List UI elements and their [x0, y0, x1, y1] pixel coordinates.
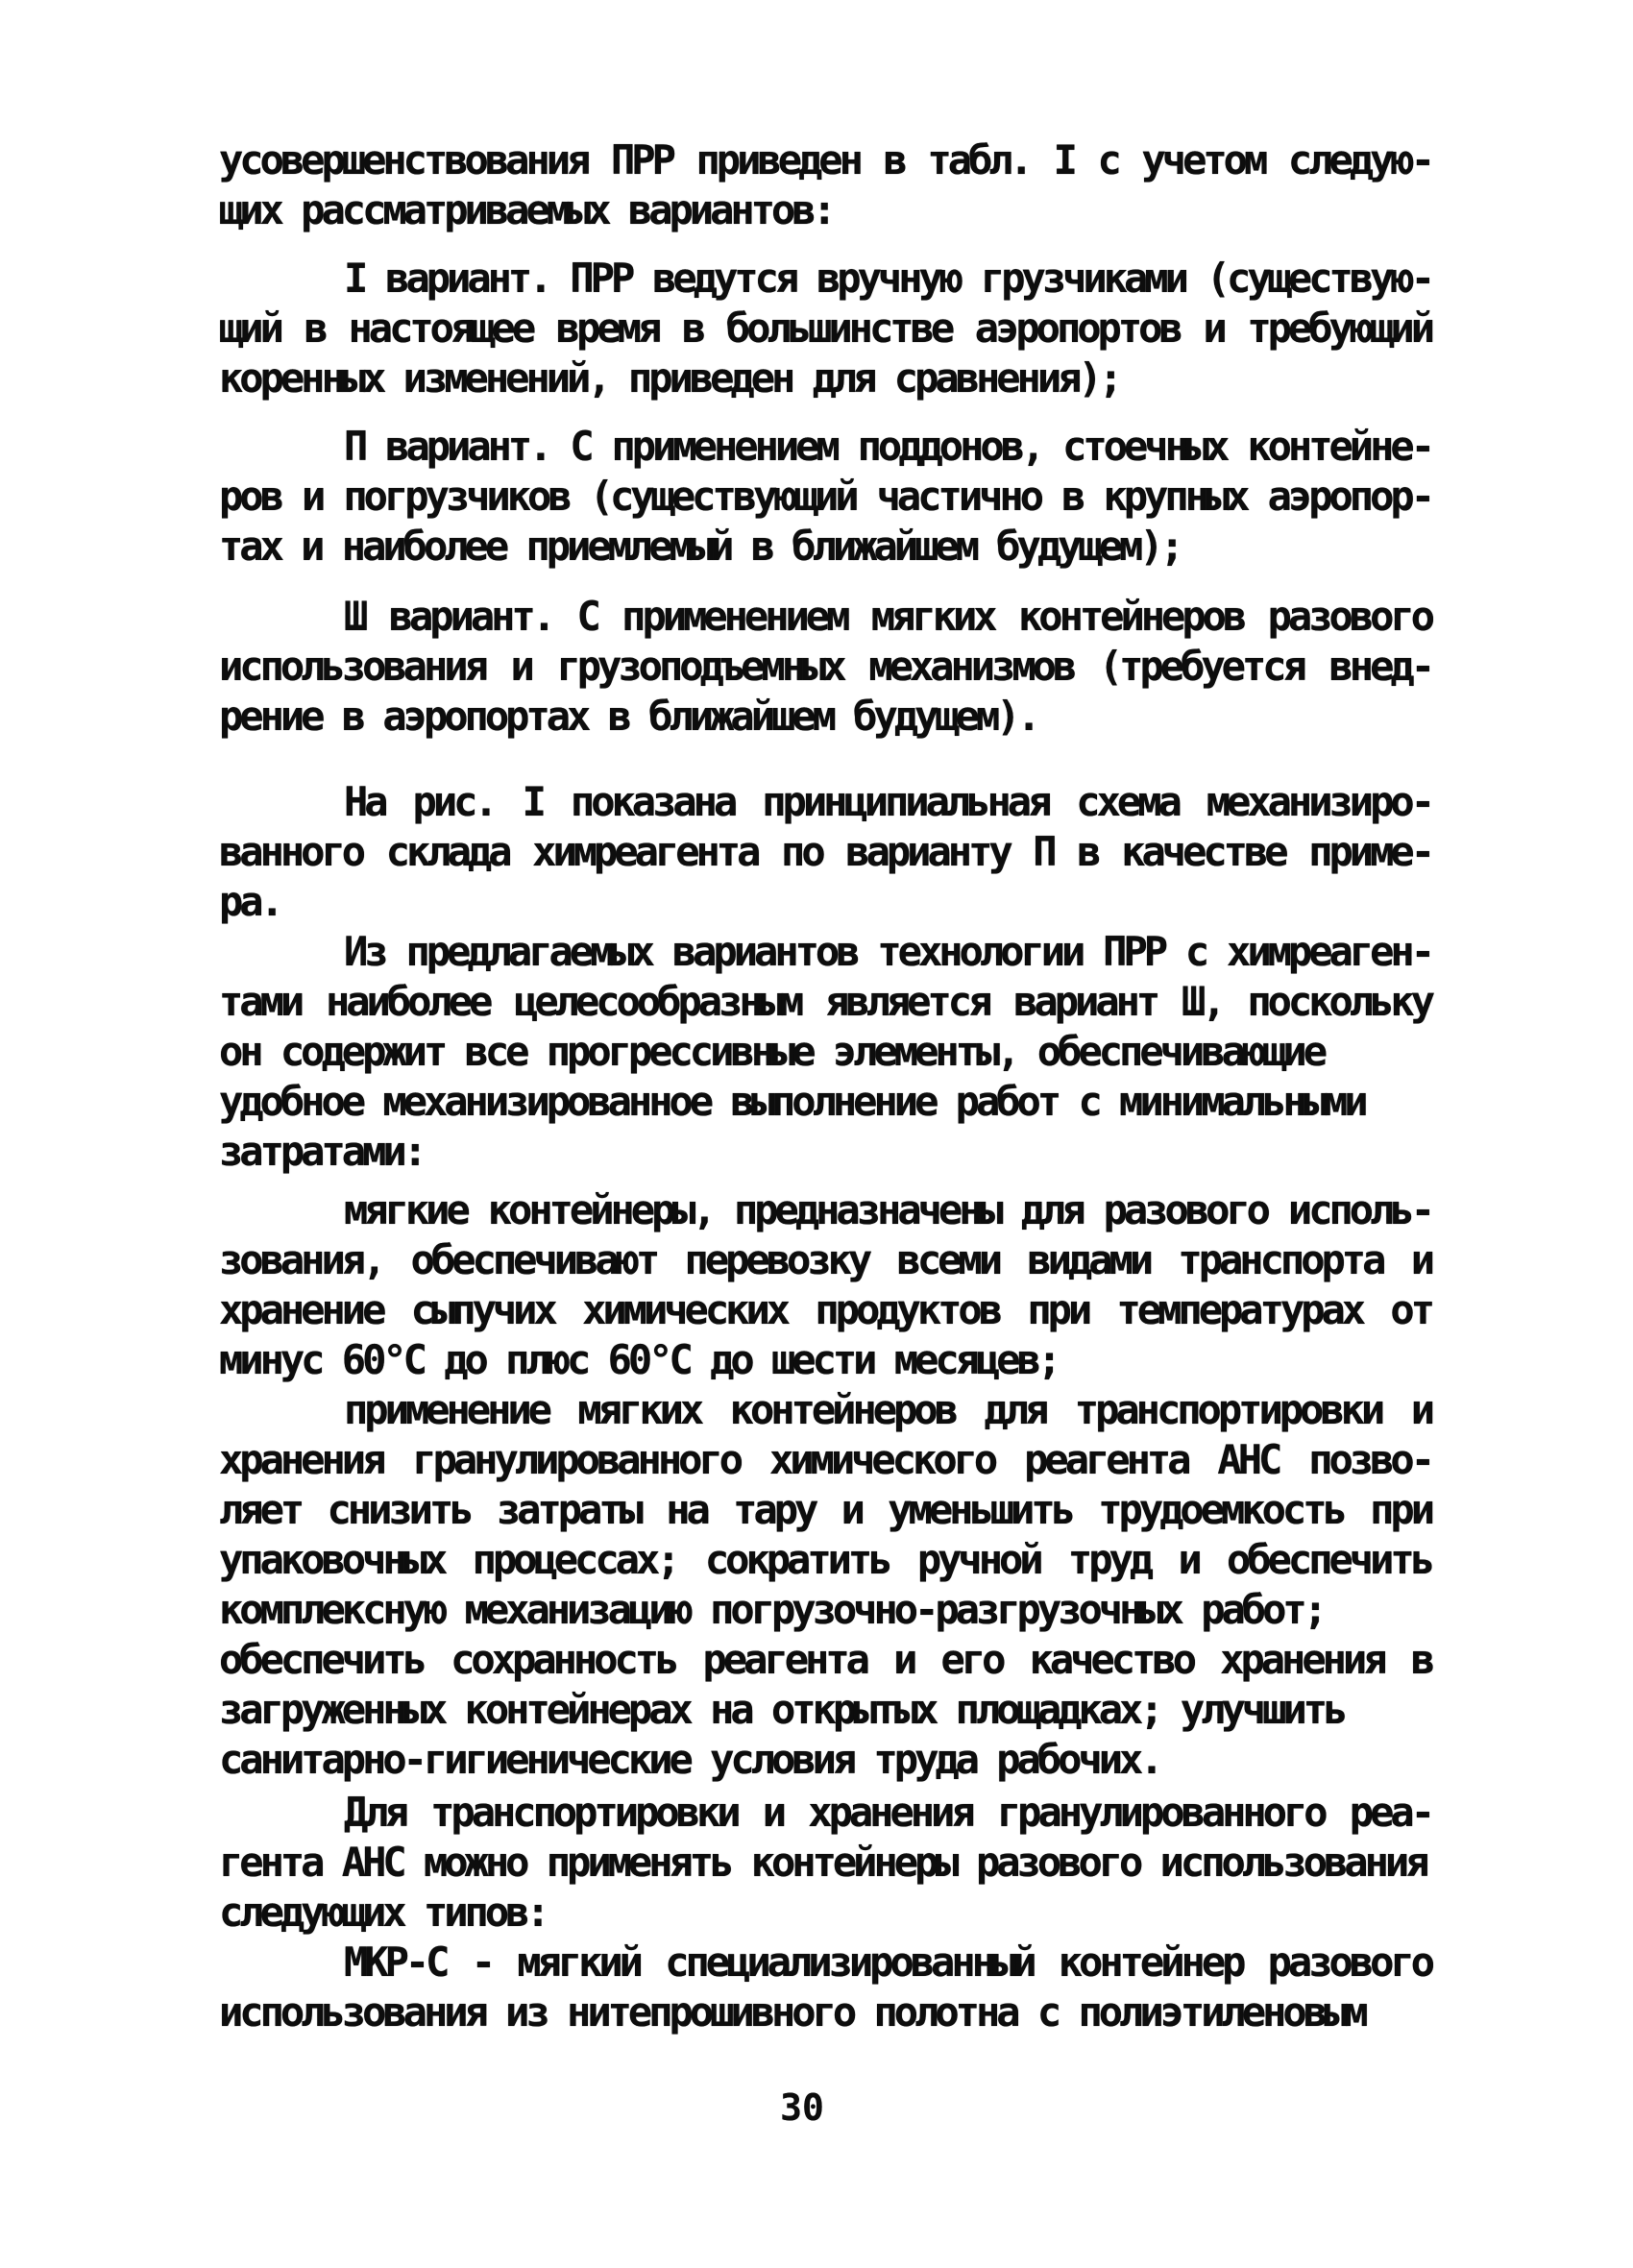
text-line: щих рассматриваемых вариантов:	[219, 186, 833, 233]
paragraph	[219, 1185, 1431, 1385]
text-line: загруженных контейнерах на открытых площадках; улучшить	[219, 1686, 1345, 1733]
text-line: упаковочных процессах; сократить ручной труд и обеспечить	[219, 1536, 1431, 1583]
text-line: МКР-С - мягкий специализированный контейнер разового	[344, 1939, 1431, 1986]
paragraph	[219, 1788, 1431, 1938]
text-line: затратами:	[219, 1128, 424, 1175]
paragraph	[219, 1385, 1431, 1785]
paragraph	[219, 254, 1431, 403]
text-line: ляет снизить затраты на тару и уменьшить трудоемкость при	[219, 1486, 1431, 1533]
text-line: он содержит все прогрессивные элементы, обеспечивающие	[219, 1028, 1324, 1075]
text-line: хранения гранулированного химического реагента АНС позво-	[219, 1436, 1431, 1483]
text-line: коренных изменений, приведен для сравнения);	[219, 354, 1120, 402]
text-line: щий в настоящее время в большинстве аэропортов и требующий	[219, 305, 1431, 352]
text-line: ра.	[219, 878, 280, 925]
text-line: Ш вариант. С применением мягких контейнеров разового	[344, 593, 1431, 640]
text-line: следующих типов:	[219, 1889, 547, 1936]
paragraph	[219, 1938, 1431, 2037]
text-line: ров и погрузчиков (существующий частично в крупных аэропор-	[219, 473, 1431, 520]
paragraph	[219, 927, 1431, 1177]
paragraph	[219, 422, 1431, 572]
page-text	[219, 135, 1431, 2037]
text-line: Из предлагаемых вариантов технологии ПРР с химреаген-	[344, 928, 1431, 975]
text-line: тах и наиболее приемлемый в ближайшем будущем);	[219, 523, 1181, 570]
text-line: I вариант. ПРР ведутся вручную грузчиками (существую-	[344, 255, 1431, 302]
text-line: комплексную механизацию погрузочно-разгрузочных работ;	[219, 1586, 1324, 1633]
text-line: П вариант. С применением поддонов, стоечных контейне-	[344, 423, 1431, 470]
text-line: усовершенствования ПРР приведен в табл. I с учетом следую-	[219, 136, 1431, 183]
text-line: минус 60°С до плюс 60°С до шести месяцев;	[219, 1336, 1059, 1383]
text-line: обеспечить сохранность реагента и его качество хранения в	[219, 1636, 1431, 1683]
text-line: ванного склада химреагента по варианту П в качестве приме-	[219, 828, 1431, 875]
text-line: зования, обеспечивают перевозку всеми видами транспорта и	[219, 1236, 1431, 1283]
paragraph	[219, 777, 1431, 927]
paragraph	[219, 135, 1431, 235]
text-line: санитарно-гигиенические условия труда рабочих.	[219, 1736, 1160, 1783]
text-line: Для транспортировки и хранения гранулированного реа-	[344, 1789, 1431, 1836]
text-line: использования и грузоподъемных механизмов (требуется внед-	[219, 643, 1431, 690]
page-number: 30	[780, 2086, 824, 2129]
text-line: тами наиболее целесообразным является вариант Ш, поскольку	[219, 978, 1431, 1025]
text-line: использования из нитепрошивного полотна с полиэтиленовым	[219, 1988, 1365, 2036]
paragraph	[219, 592, 1431, 742]
text-line: применение мягких контейнеров для транспортировки и	[344, 1386, 1431, 1433]
text-line: рение в аэропортах в ближайшем будущем).	[219, 693, 1037, 740]
text-line: гента АНС можно применять контейнеры разового использования	[219, 1839, 1426, 1886]
text-line: удобное механизированное выполнение работ с минимальными	[219, 1078, 1365, 1125]
text-line: На рис. I показана принципиальная схема механизиро-	[344, 778, 1431, 825]
text-line: хранение сыпучих химических продуктов при температурах от	[219, 1286, 1431, 1333]
text-line: мягкие контейнеры, предназначены для разового исполь-	[344, 1186, 1431, 1233]
